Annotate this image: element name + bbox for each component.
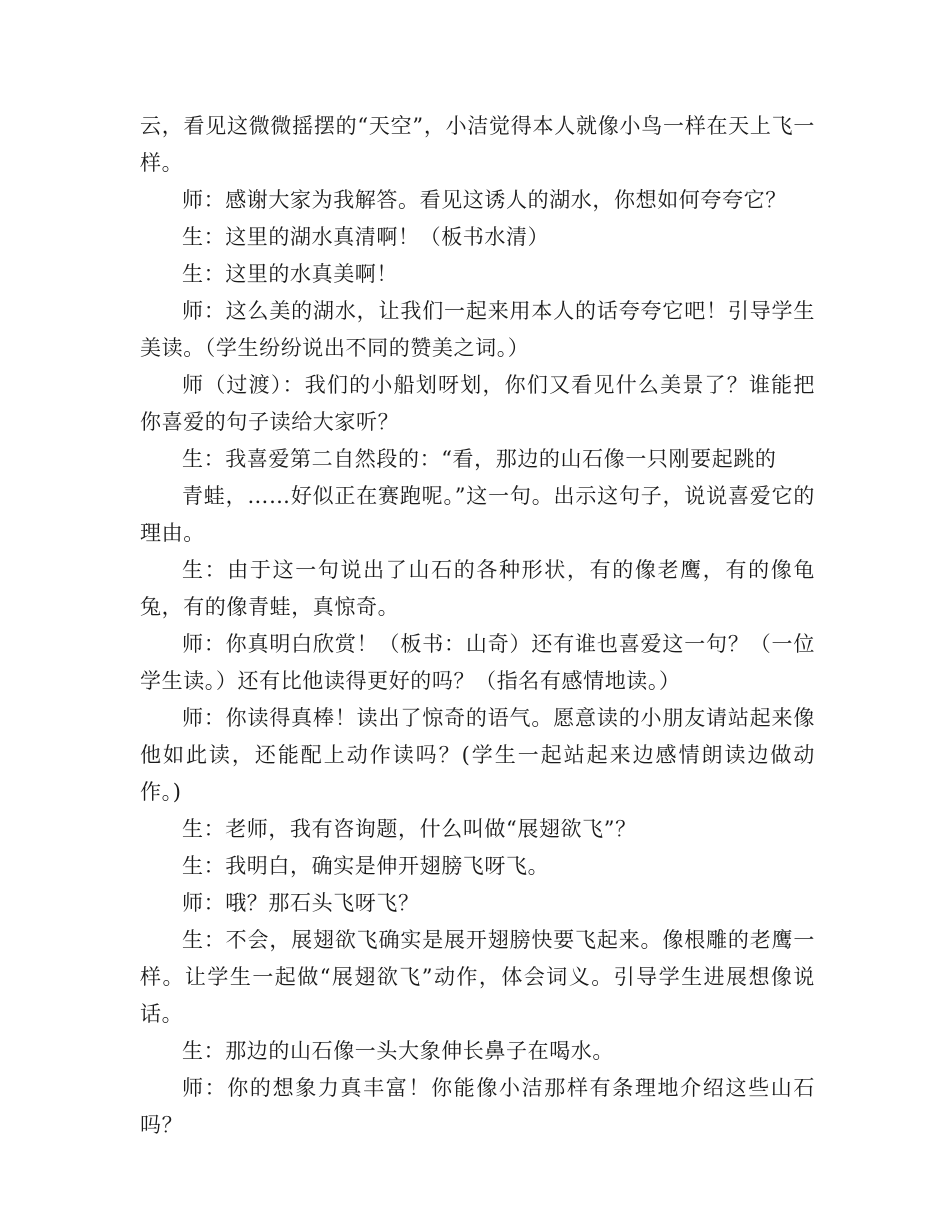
paragraph-16: 生：那边的山石像一头大象伸长鼻子在喝水。 [182,1039,614,1063]
paragraph-5: 师：这么美的湖水，让我们一起来用本人的话夸夸它吧！引导学生美读。（学生纷纷说出不同的赞美之词。） [140,299,815,360]
paragraph-12: 生：老师，我有咨询题，什么叫做“展翅欲飞”？ [182,817,637,841]
paragraph-3: 生：这里的湖水真清啊！（板书水清） [182,225,550,249]
paragraph-14: 师：哦？那石头飞呀飞？ [182,891,420,915]
paragraph-17: 师：你的想象力真丰富！你能像小洁那样有条理地介绍这些山石吗？ [140,1076,815,1137]
paragraph-6: 师（过渡）：我们的小船划呀划，你们又看见什么美景了？谁能把你喜爱的句子读给大家听？ [140,373,815,434]
paragraph-7: 生：我喜爱第二自然段的：“看，那边的山石像一只刚要起跳的 [182,447,777,471]
paragraph-1: 云，看见这微微摇摆的“天空”，小洁觉得本人就像小鸟一样在天上飞一样。 [140,114,815,175]
paragraph-9: 生：由于这一句说出了山石的各种形状，有的像老鹰，有的像龟兔，有的像青蛙，真惊奇。 [140,558,815,619]
paragraph-2: 师：感谢大家为我解答。看见这诱人的湖水，你想如何夸夸它？ [182,188,787,212]
paragraph-4: 生：这里的水真美啊！ [182,262,398,286]
paragraph-15: 生：不会，展翅欲飞确实是展开翅膀快要飞起来。像根雕的老鹰一样。让学生一起做“展翅欲飞”动作，体会词义。引导学生进展想像说话。 [140,928,815,1026]
paragraph-10: 师：你真明白欣赏！（板书：山奇）还有谁也喜爱这一句？（一位学生读。）还有比他读得更好的吗？（指名有感情地读。） [140,632,815,693]
paragraph-13: 生：我明白，确实是伸开翅膀飞呀飞。 [182,854,550,878]
paragraph-11: 师：你读得真棒！读出了惊奇的语气。愿意读的小朋友请站起来像他如此读，还能配上动作读吗？(学生一起站起来边感情朗读边做动作。) [140,706,815,804]
document-body [140,108,815,1144]
paragraph-8: 青蛙，……好似正在赛跑呢。”这一句。出示这句子，说说喜爱它的理由。 [140,484,815,545]
